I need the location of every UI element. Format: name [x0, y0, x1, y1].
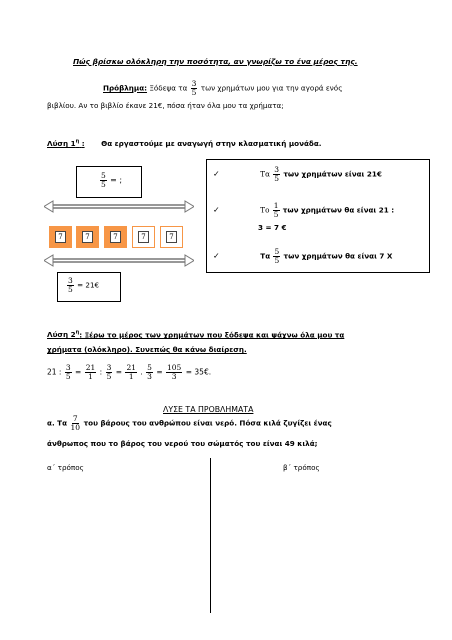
solution1-label: Λύση $1^\eta$ :: [47, 139, 85, 149]
column-divider: [210, 458, 211, 613]
problem-text-before: Ξόδεψα τα: [149, 83, 188, 93]
problem-a-line-1: α. Τα $\frac{7}{10}$ του βάρους του ανθρώπου είναι νερό. Πόσα κιλά ζυγίζει ένας: [47, 414, 332, 432]
page-title: Πώς βρίσκω ολόκληρη την ποσότητα, αν γνωρίζω το ένα μέρος της.: [73, 57, 358, 66]
solution1-heading: [47, 139, 322, 148]
steps-box: [206, 159, 430, 273]
bar-cell: 7: [160, 226, 183, 248]
whole-fraction-box: [76, 166, 142, 198]
problems-heading: ΛΥΣΕ ΤΑ ΠΡΟΒΛΗΜΑΤΑ: [163, 405, 254, 414]
solution1-text: Θα εργαστούμε με αναγωγή στην κλασματική μονάδα.: [101, 139, 322, 149]
fraction-denominator: 5: [191, 88, 197, 97]
step-2: ✓ Το $\frac{1}{5}$ των χρημάτων θα είναι 21 :: [213, 201, 395, 219]
bar-cell: 7: [104, 226, 127, 248]
fraction-bar: [49, 226, 189, 248]
bar-cell: 7: [132, 226, 155, 248]
step-2-line2: 3 = 7 €: [258, 223, 287, 232]
method-b-label: β΄ τρόπος: [283, 463, 320, 472]
part-fraction-box: [57, 272, 121, 302]
bar-cell: 7: [76, 226, 99, 248]
problem-a-line-2: άνθρωπος που το βάρος του νερού του σώματός του είναι 49 κιλά;: [47, 439, 318, 448]
problem-text-after: των χρημάτων μου για την αγορά ενός: [200, 83, 343, 93]
whole-fraction-eq: = ;: [110, 175, 123, 185]
double-arrow-bottom: [44, 254, 194, 268]
step-1: ✓ Τα $\frac{3}{5}$ των χρημάτων είναι 21€: [213, 165, 382, 183]
whole-fraction: $\frac{5}{5}$: [101, 171, 106, 189]
part-fraction-eq: = 21€: [77, 280, 100, 290]
problem-label: Πρόβλημα:: [103, 83, 148, 93]
fraction-numerator: 3: [191, 79, 197, 88]
step-3: ✓ Τα $\frac{5}{5}$ των χρημάτων θα είναι 7 Χ: [213, 247, 393, 265]
solution2-text: : Ξέρω το μέρος των χρημάτων που ξόδεψα και ψάχνω όλα μου τα: [79, 330, 345, 340]
problem-line-1: [103, 80, 342, 97]
problem-line-2: βιβλίου. Αν το βιβλίο έκανε 21€, πόσα ήταν όλα μου τα χρήματα;: [47, 101, 284, 110]
method-a-label: α΄ τρόπος: [47, 463, 84, 472]
calculation: 21 : $\frac{3}{5}$ = $\frac{21}{1}$ : $\frac{3}{5}$ = $\frac{21}{1}$ . $\frac{5}{3}$ = $\frac{105}{3}$ = 35€.: [47, 363, 212, 381]
bar-cell: 7: [49, 226, 72, 248]
problem-fraction: [191, 80, 198, 97]
double-arrow-top: [44, 200, 194, 214]
solution2-line-1: [47, 330, 344, 339]
solution2-label: Λύση $2^\eta$: [47, 330, 80, 340]
part-fraction: $\frac{3}{5}$: [68, 276, 73, 294]
solution2-line-2: χρήματα (ολόκληρο). Συνεπώς θα κάνω διαίρεση.: [47, 345, 247, 354]
